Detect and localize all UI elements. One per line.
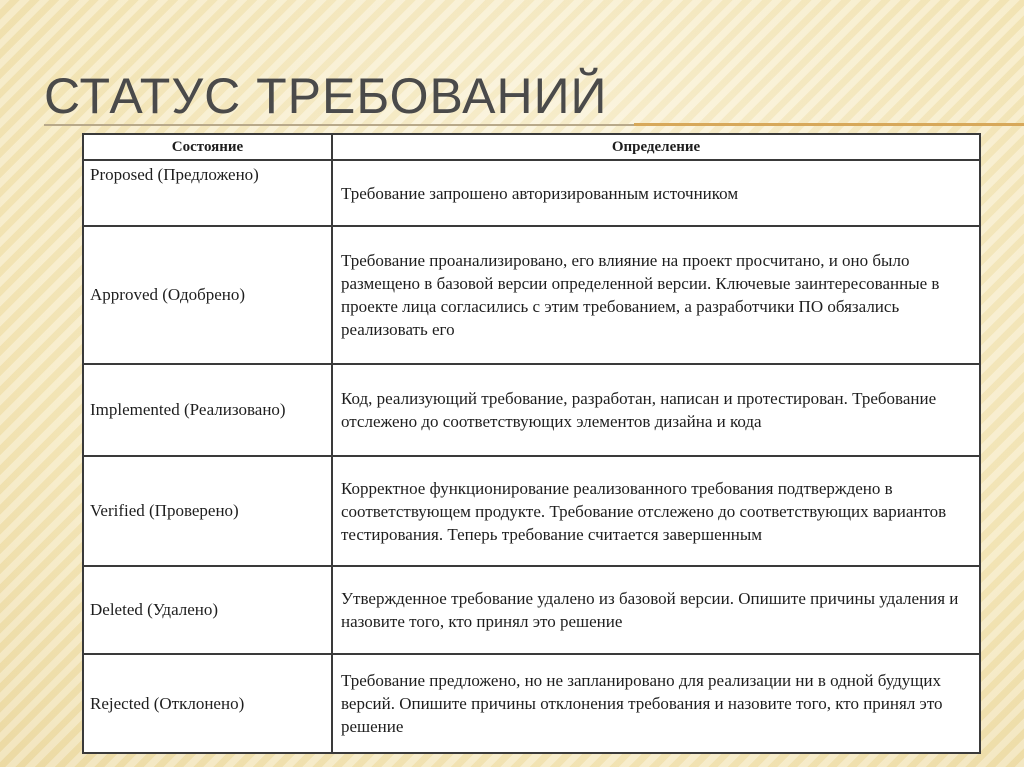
state-cell: Deleted (Удалено) <box>83 566 332 654</box>
state-cell: Verified (Проверено) <box>83 456 332 566</box>
definition-cell: Корректное функционирование реализованного требования подтверждено в соответствующем продукте. Требование отслежено до соответствующих вариантов тестирования. Теперь требование считается завершенным <box>332 456 980 566</box>
definition-cell: Требование запрошено авторизированным источником <box>332 160 980 226</box>
definition-cell: Утвержденное требование удалено из базовой версии. Опишите причины удаления и назовите того, кто принял это решение <box>332 566 980 654</box>
table-row <box>83 654 980 753</box>
table-header-row <box>83 134 980 160</box>
status-table <box>82 133 981 754</box>
definition-cell: Код, реализующий требование, разработан, написан и протестирован. Требование отслежено до соответствующих элементов дизайна и кода <box>332 364 980 456</box>
table-row <box>83 226 980 364</box>
slide-title: СТАТУС ТРЕБОВАНИЙ <box>44 68 608 124</box>
column-header-definition: Определение <box>332 134 980 160</box>
state-cell: Proposed (Предложено) <box>83 160 332 226</box>
table-row <box>83 456 980 566</box>
table-row <box>83 566 980 654</box>
state-cell: Implemented (Реализовано) <box>83 364 332 456</box>
table-row <box>83 160 980 226</box>
definition-cell: Требование предложено, но не запланировано для реализации ни в одной будущих версий. Опишите причины отклонения требования и назовите того, кто принял это решение <box>332 654 980 753</box>
title-underline <box>44 124 1024 126</box>
state-cell: Approved (Одобрено) <box>83 226 332 364</box>
definition-cell: Требование проанализировано, его влияние на проект просчитано, и оно было размещено в базовой версии определенной версии. Ключевые заинтересованные в проекте лица согласились с этим требованием, а разработчики ПО обязались реализовать его <box>332 226 980 364</box>
state-cell: Rejected (Отклонено) <box>83 654 332 753</box>
column-header-state: Состояние <box>83 134 332 160</box>
table-row <box>83 364 980 456</box>
